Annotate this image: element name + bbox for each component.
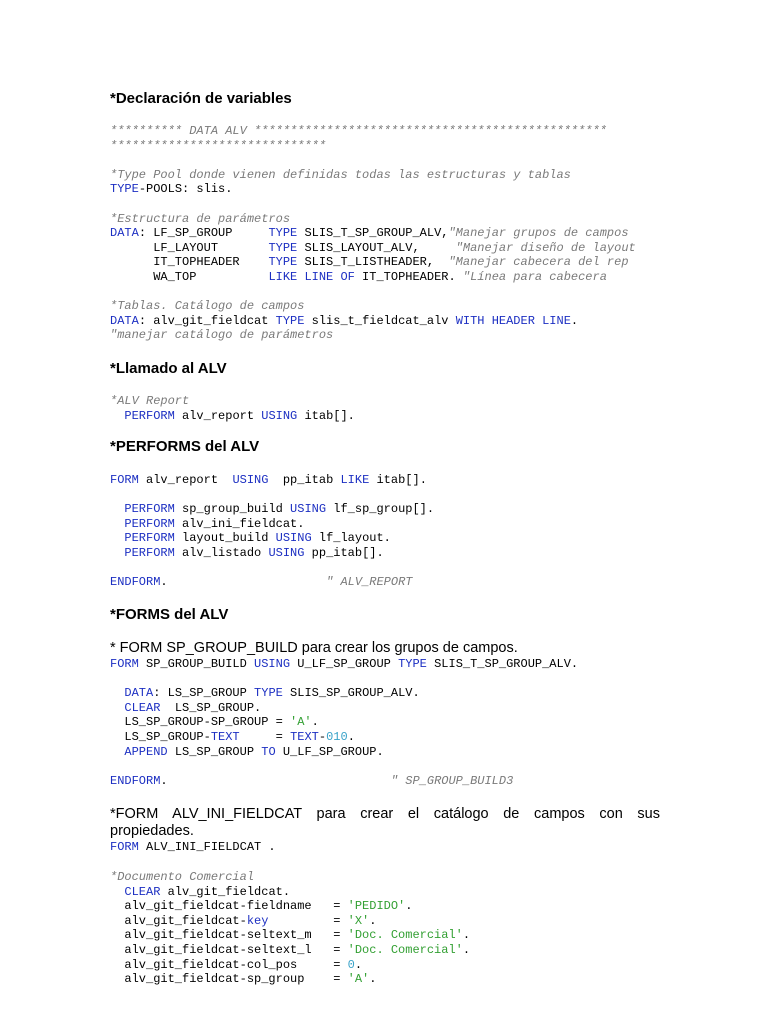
code-token: LF_LAYOUT — [110, 240, 269, 255]
code-token: SLIS_T_SP_GROUP_ALV. — [426, 657, 579, 671]
code-token — [110, 409, 124, 423]
code-token: . — [405, 899, 413, 914]
code-token: LS_SP_GROUP — [167, 744, 262, 759]
code-line — [110, 730, 578, 745]
code-line — [110, 517, 434, 532]
code-token: " ALV_REPORT — [326, 575, 413, 590]
code-token: . — [462, 928, 471, 943]
code-token: LS_SP_GROUP-SP_GROUP = — [110, 715, 291, 730]
code-token: FORM — [110, 473, 139, 487]
code-token: itab[]. — [297, 408, 355, 423]
code-line — [110, 958, 470, 973]
code-line — [110, 657, 578, 672]
code-line — [110, 394, 355, 409]
code-line — [110, 759, 578, 774]
code-token: alv_git_fieldcat-col_pos = — [110, 957, 348, 972]
code-token: . — [160, 773, 391, 788]
heading-forms-alv: *FORMS del ALV — [110, 606, 229, 623]
code-line — [110, 255, 636, 270]
code-token: . — [570, 313, 579, 328]
code-token: = — [239, 729, 291, 744]
code-token: "Manejar cabecera del rep — [448, 255, 629, 270]
code-token: SLIS_T_SP_GROUP_ALV, — [297, 226, 449, 241]
code-token: lf_layout. — [311, 531, 391, 546]
code-line — [110, 745, 578, 760]
code-token: . — [311, 715, 319, 730]
code-token: "Manejar grupos de campos — [448, 226, 629, 241]
code-line — [110, 314, 636, 329]
code-token: LS_SP_GROUP. — [160, 700, 262, 715]
code-token — [110, 517, 124, 531]
code-token: USING — [268, 545, 305, 560]
code-token: : LF_SP_GROUP — [138, 226, 269, 241]
code-token: alv_git_fieldcat-seltext_m = — [110, 928, 348, 943]
code-token: USING — [254, 657, 291, 671]
code-token: 'PEDIDO' — [347, 899, 406, 914]
code-token: 010 — [326, 729, 348, 744]
code-token: alv_git_fieldcat-seltext_l = — [110, 942, 348, 957]
code-line — [110, 870, 470, 885]
code-token: " SP_GROUP_BUILD3 — [390, 773, 514, 788]
code-block-declaracion — [110, 124, 636, 343]
code-line — [110, 928, 470, 943]
code-line — [110, 241, 636, 256]
code-line — [110, 285, 636, 300]
code-token: USING — [261, 408, 298, 423]
heading-llamado-alv: *Llamado al ALV — [110, 360, 227, 377]
code-token: TYPE — [275, 313, 305, 328]
code-token: alv_report — [138, 473, 233, 487]
code-token: pp_itab — [268, 473, 341, 487]
code-line — [110, 182, 636, 197]
code-token: itab[]. — [369, 473, 427, 487]
code-line — [110, 531, 434, 546]
code-token: alv_listado — [174, 545, 269, 560]
code-token: DATA — [110, 313, 139, 328]
code-token: ENDFORM — [110, 575, 161, 590]
code-line — [110, 899, 470, 914]
code-line — [110, 943, 470, 958]
code-token: - — [318, 729, 327, 744]
code-block-alv-ini-fieldcat — [110, 870, 470, 987]
code-token: PERFORM — [124, 408, 175, 423]
code-token: DATA — [124, 686, 154, 701]
code-line — [110, 473, 434, 488]
code-line — [110, 885, 470, 900]
code-line — [110, 488, 434, 503]
code-line — [110, 197, 636, 212]
code-token: slis_t_fieldcat_alv — [304, 313, 456, 328]
code-line — [110, 672, 578, 687]
code-token: -POOLS: slis. — [138, 182, 233, 197]
code-token: = — [268, 913, 348, 928]
code-line — [110, 972, 470, 987]
code-token: alv_git_fieldcat- — [110, 913, 247, 928]
code-line — [110, 270, 636, 285]
code-token — [110, 686, 124, 700]
code-token: alv_report — [174, 408, 262, 423]
code-line — [110, 168, 636, 183]
code-token: 0 — [347, 957, 355, 972]
code-token: USING — [290, 502, 327, 517]
code-token: TYPE — [254, 686, 283, 701]
code-token: TYPE — [110, 182, 139, 197]
code-token: pp_itab[]. — [304, 545, 384, 560]
code-token — [110, 502, 124, 516]
code-line — [110, 914, 470, 929]
code-line — [110, 575, 434, 590]
code-token: sp_group_build — [174, 502, 291, 517]
code-line — [110, 774, 578, 789]
code-token: CLEAR — [124, 884, 161, 899]
code-token: U_LF_SP_GROUP. — [275, 744, 384, 759]
code-token: layout_build — [174, 531, 276, 546]
code-token: *Tablas. Catálogo de campos — [110, 299, 305, 314]
code-token: : alv_git_fieldcat — [138, 313, 276, 328]
code-line — [110, 561, 434, 576]
code-token: U_LF_SP_GROUP — [290, 657, 399, 671]
code-token: "Línea para cabecera — [462, 269, 607, 284]
code-token: alv_git_fieldcat-sp_group = — [110, 972, 348, 987]
code-token: FORM — [110, 657, 139, 671]
code-token: 'A' — [347, 972, 370, 987]
code-token: alv_ini_fieldcat. — [174, 516, 305, 531]
code-line — [110, 226, 636, 241]
code-token: . — [347, 729, 355, 744]
code-token: SLIS_T_LISTHEADER, — [297, 255, 449, 270]
code-token: FORM — [110, 840, 139, 854]
code-token: . — [369, 913, 377, 928]
code-line — [110, 701, 578, 716]
code-token: LIKE — [340, 473, 370, 487]
code-token: TEXT — [210, 729, 240, 744]
code-token: TYPE — [268, 226, 298, 241]
paragraph-alv-ini-fieldcat-line1: *FORM ALV_INI_FIELDCAT para crear el catálogo de campos con sus — [110, 806, 660, 822]
code-token — [110, 885, 124, 899]
code-token: TYPE — [398, 657, 427, 671]
code-token: key — [246, 913, 269, 928]
heading-declaracion-variables: *Declaración de variables — [110, 90, 292, 107]
code-block-performs — [110, 473, 434, 590]
code-token: WA_TOP — [110, 269, 269, 284]
code-token: PERFORM — [124, 531, 175, 546]
code-line — [110, 840, 276, 855]
code-line — [110, 715, 578, 730]
code-line — [110, 328, 636, 343]
code-line — [110, 124, 636, 139]
code-token: USING — [232, 473, 269, 487]
code-block-alv-ini-fieldcat-head — [110, 840, 276, 855]
code-line — [110, 212, 636, 227]
code-token — [110, 546, 124, 560]
code-token: "Manejar diseño de layout — [455, 240, 636, 255]
code-token: TYPE — [268, 240, 298, 255]
code-token: lf_sp_group[]. — [326, 502, 435, 517]
code-token: SLIS_LAYOUT_ALV, — [297, 240, 456, 255]
code-line — [110, 686, 578, 701]
code-token: 'Doc. Comercial' — [347, 942, 463, 957]
code-token: PERFORM — [124, 502, 175, 517]
code-token: CLEAR — [124, 700, 161, 715]
code-token — [110, 531, 124, 545]
heading-performs-alv: *PERFORMS del ALV — [110, 438, 260, 455]
code-token: SP_GROUP_BUILD — [138, 657, 255, 671]
code-token — [110, 745, 124, 759]
code-token: . — [354, 957, 363, 972]
code-token — [110, 701, 124, 715]
code-token: . — [462, 942, 471, 957]
code-token: IT_TOPHEADER — [110, 255, 269, 270]
code-token: 'Doc. Comercial' — [347, 928, 463, 943]
code-token: : LS_SP_GROUP — [153, 686, 255, 701]
code-token: DATA — [110, 226, 139, 241]
code-token: *Type Pool donde vienen definidas todas las estructuras y tablas — [110, 167, 571, 182]
code-token: *ALV Report — [110, 394, 190, 408]
code-token: SLIS_SP_GROUP_ALV. — [282, 686, 420, 701]
code-line — [110, 299, 636, 314]
code-line — [110, 139, 636, 154]
code-line — [110, 409, 355, 424]
code-token: alv_git_fieldcat. — [160, 884, 291, 899]
code-token: PERFORM — [124, 545, 175, 560]
code-token: *Documento Comercial — [110, 870, 255, 884]
code-token: alv_git_fieldcat-fieldname = — [110, 899, 348, 914]
code-token: ********** DATA ALV ************************************************* — [110, 124, 607, 138]
code-token: *Estructura de parámetros — [110, 211, 291, 226]
code-line — [110, 502, 434, 517]
code-token: ALV_INI_FIELDCAT . — [138, 840, 276, 854]
code-token: ENDFORM — [110, 773, 161, 788]
code-token: 'A' — [290, 715, 312, 730]
code-block-sp-group-build — [110, 657, 578, 788]
code-token: TYPE — [268, 255, 298, 270]
code-token: 'X' — [347, 913, 370, 928]
code-token: ****************************** — [110, 138, 327, 153]
code-token: IT_TOPHEADER. — [354, 269, 463, 284]
code-token: USING — [275, 531, 312, 546]
paragraph-sp-group-build: * FORM SP_GROUP_BUILD para crear los grupos de campos. — [110, 640, 518, 656]
code-token: . — [369, 972, 377, 987]
code-token: . — [160, 575, 327, 590]
code-token: "manejar catálogo de parámetros — [110, 328, 334, 343]
code-token: APPEND — [124, 744, 168, 759]
code-line — [110, 153, 636, 168]
code-token: PERFORM — [124, 516, 175, 531]
code-token: WITH HEADER LINE — [455, 313, 571, 328]
code-block-llamado — [110, 394, 355, 423]
code-token: LS_SP_GROUP- — [110, 729, 211, 744]
code-line — [110, 546, 434, 561]
paragraph-alv-ini-fieldcat-line2: propiedades. — [110, 823, 194, 839]
code-token: TEXT — [290, 729, 319, 744]
code-token: TO — [261, 744, 276, 759]
code-token: LIKE LINE OF — [268, 269, 355, 284]
